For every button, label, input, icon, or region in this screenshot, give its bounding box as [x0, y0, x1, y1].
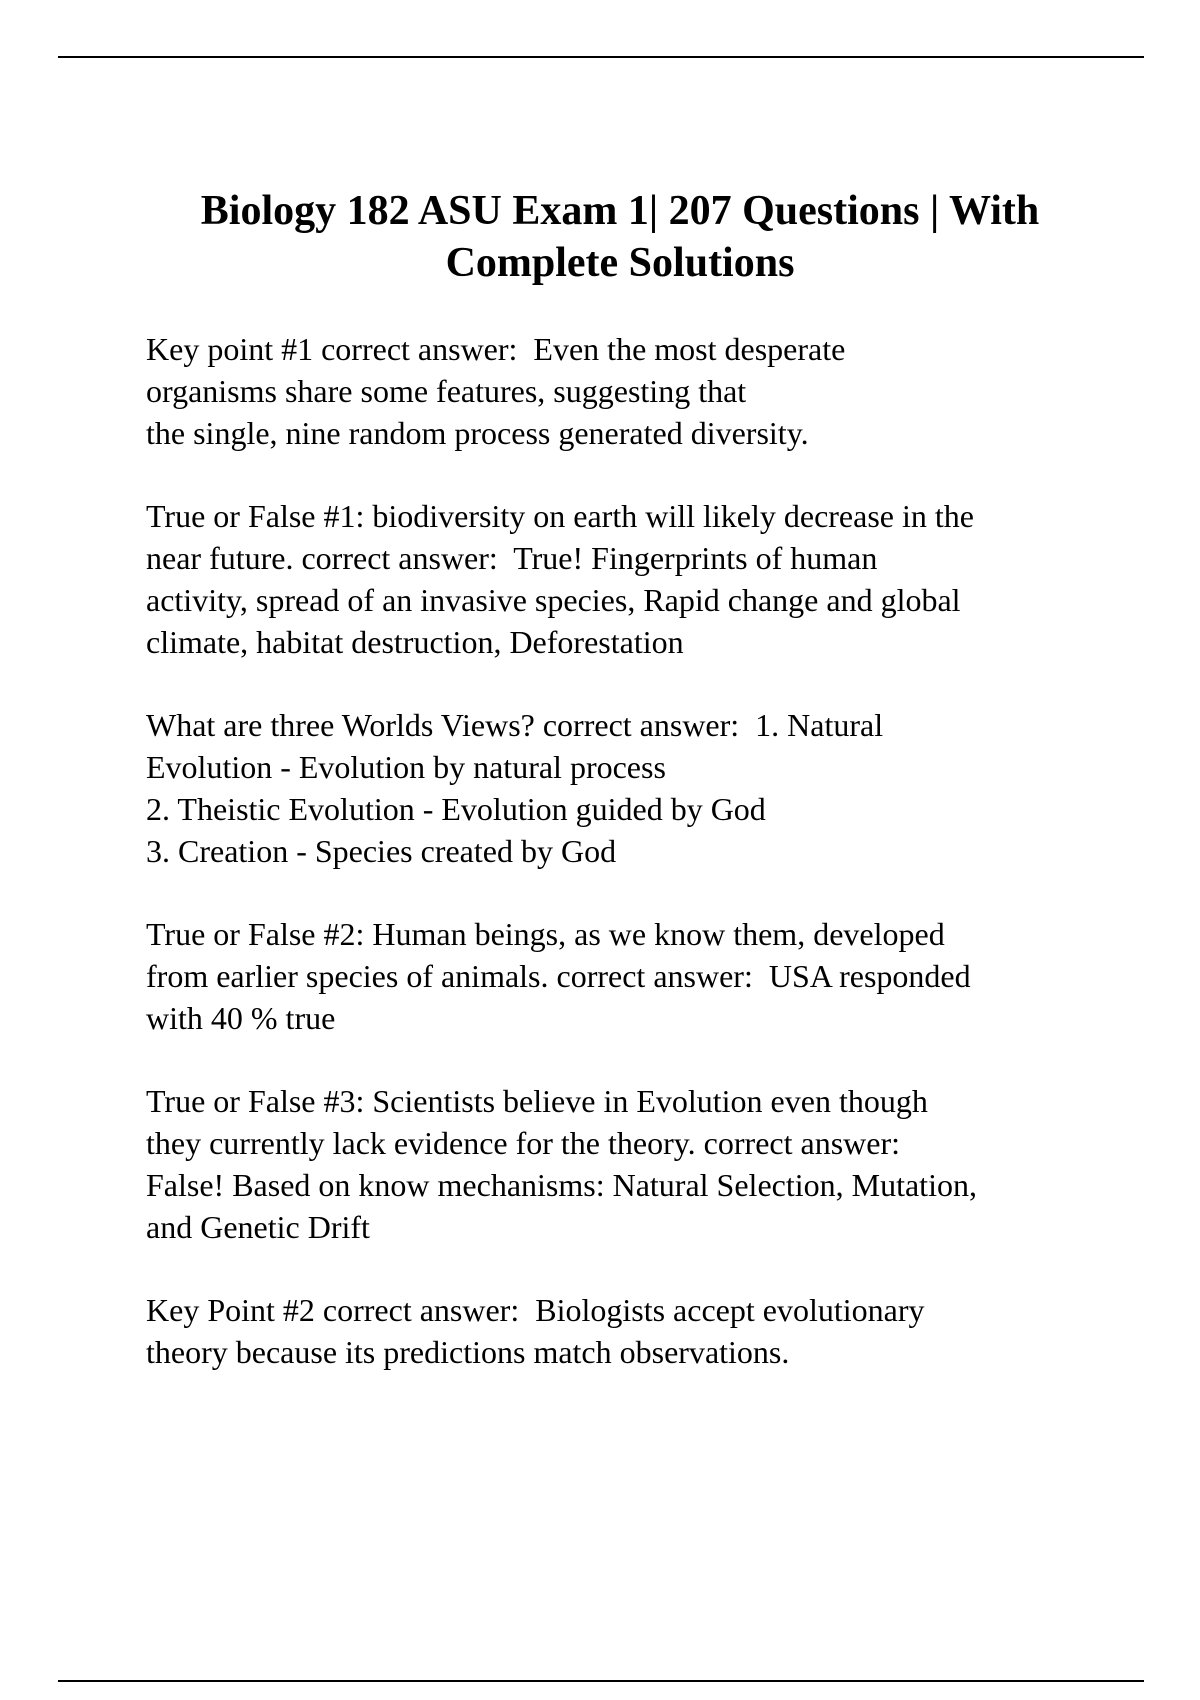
entry-line: theory because its predictions match observations. [146, 1334, 790, 1370]
entry-line: 2. Theistic Evolution - Evolution guided by God [146, 791, 766, 827]
entry-line: and Genetic Drift [146, 1209, 370, 1245]
entry-line: the single, nine random process generated diversity. [146, 415, 809, 451]
top-divider [58, 56, 1144, 58]
entry-key-point-1 [146, 328, 1146, 454]
bottom-divider [58, 1680, 1144, 1682]
title-line-1: Biology 182 ASU Exam 1| 207 Questions | With [200, 188, 1040, 234]
entry-line: organisms share some features, suggesting that [146, 373, 747, 409]
entry-line: 3. Creation - Species created by God [146, 833, 617, 869]
entry-line: True or False #2: Human beings, as we know them, developed [146, 916, 945, 952]
entry-line: they currently lack evidence for the theory. correct answer: [146, 1125, 900, 1161]
entry-line: Evolution - Evolution by natural process [146, 749, 666, 785]
entry-true-false-2 [146, 913, 1146, 1039]
entry-line: from earlier species of animals. correct answer: USA responded [146, 958, 971, 994]
entry-line: False! Based on know mechanisms: Natural Selection, Mutation, [146, 1167, 977, 1203]
entry-line: Key point #1 correct answer: Even the most desperate [146, 331, 846, 367]
entry-line: climate, habitat destruction, Deforestation [146, 624, 684, 660]
entry-true-false-3 [146, 1080, 1146, 1248]
entry-line: near future. correct answer: True! Fingerprints of human [146, 540, 878, 576]
entry-true-false-1 [146, 495, 1146, 663]
entry-line: activity, spread of an invasive species, Rapid change and global [146, 582, 961, 618]
page-title [90, 185, 1150, 289]
entry-line: What are three Worlds Views? correct answer: 1. Natural [146, 707, 884, 743]
entry-line: with 40 % true [146, 1000, 336, 1036]
entry-world-views [146, 704, 1146, 872]
entry-line: True or False #1: biodiversity on earth will likely decrease in the [146, 498, 974, 534]
entry-line: Key Point #2 correct answer: Biologists accept evolutionary [146, 1292, 925, 1328]
title-line-2: Complete Solutions [445, 240, 795, 286]
document-body [146, 328, 1146, 1414]
entry-key-point-2 [146, 1289, 1146, 1373]
entry-line: True or False #3: Scientists believe in Evolution even though [146, 1083, 928, 1119]
